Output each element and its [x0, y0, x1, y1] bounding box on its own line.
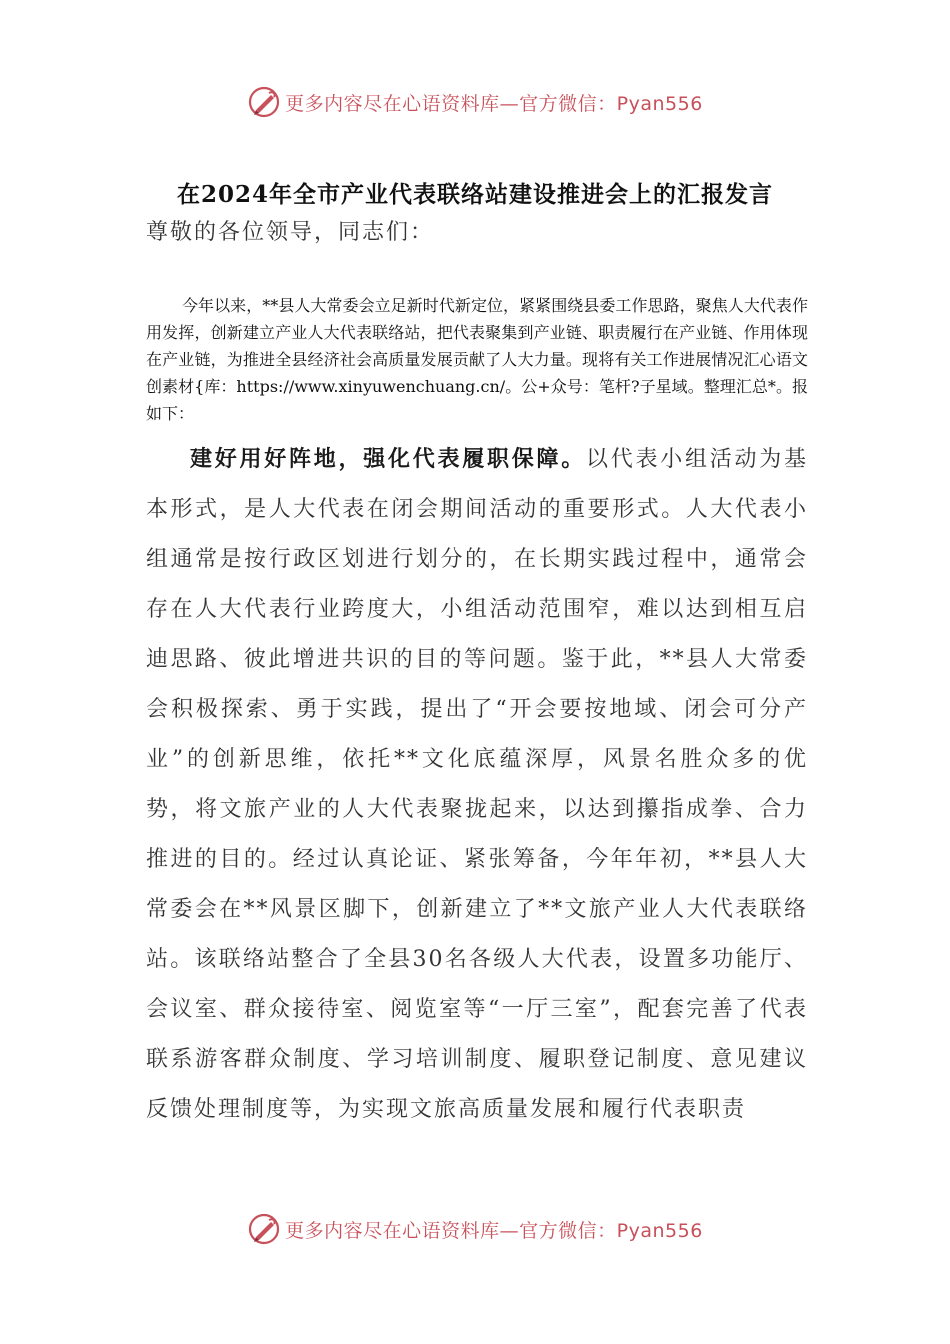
- document-title: 在2024年全市产业代表联络站建设推进会上的汇报发言: [176, 181, 773, 208]
- header-watermark: [0, 82, 950, 122]
- watermark-wechat-id: Pyan556: [616, 92, 703, 115]
- pen-logo-icon: [247, 1212, 281, 1246]
- section-1-heading: 建好用好阵地，强化代表履职保障。: [190, 446, 586, 472]
- section-1-paragraph: [146, 434, 808, 1184]
- intro-paragraph: 今年以来，**县人大常委会立足新时代新定位，紧紧围绕县委工作思路，聚焦人大代表作用发挥，创新建立产业人大代表联络站，把代表聚集到产业链、职责履行在产业链、作用体现在产业链，为推进全县经济社会高质量发展贡献了人大力量。现将有关工作进展情况汇心语文创素材{库：https://www.xinyuwenchuang.cn/。公+众号：笔杆?子星域。整理汇总*。报如下：: [146, 296, 808, 423]
- footer-watermark: [0, 1209, 950, 1249]
- greeting: 尊敬的各位领导，同志们：: [146, 220, 435, 245]
- section-1-body: 以代表小组活动为基本形式，是人大代表在闭会期间活动的重要形式。人大代表小组通常是按行政区划进行划分的，在长期实践过程中，通常会存在人大代表行业跨度大，小组活动范围窄，难以达到相互启迪思路、彼此增进共识的目的等问题。鉴于此，**县人大常委会积极探索、勇于实践，提出了“开会要按地域、闭会可分产业”的创新思维，依托**文化底蕴深厚，风景名胜众多的优势，将文旅产业的人大代表聚拢起来，以达到攥指成拳、合力推进的目的。经过认真论证、紧张筹备，今年年初，**县人大常委会在**风景区脚下，创新建立了**文旅产业人大代表联络站。该联络站整合了全县30名各级人大代表，设置多功能厅、会议室、群众接待室、阅览室等“一厅三室”，配套完善了代表联系游客群众制度、学习培训制度、履职登记制度、意见建议反馈处理制度等，为实现文旅高质量发展和履行代表职责: [146, 447, 808, 1122]
- watermark-text: 更多内容尽在心语资料库—官方微信：: [285, 92, 617, 115]
- watermark-text: 更多内容尽在心语资料库—官方微信：: [285, 1219, 617, 1242]
- watermark-wechat-id: Pyan556: [616, 1219, 703, 1242]
- pen-logo-icon: [247, 85, 281, 119]
